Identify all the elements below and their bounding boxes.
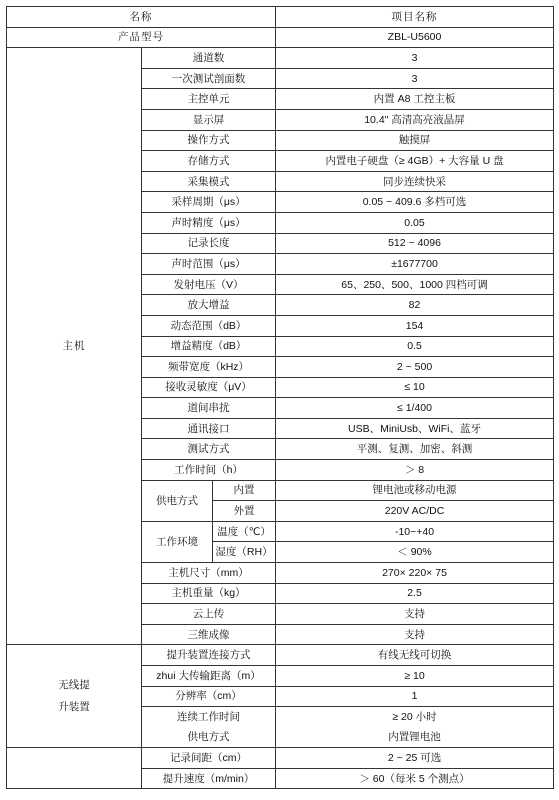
spec-table: [6, 6, 554, 789]
row-label: 采集模式: [142, 171, 276, 192]
row-value: 内置电子硬盘（≥ 4GB）+ 大容量 U 盘: [276, 151, 554, 172]
row-label: 存储方式: [142, 151, 276, 172]
row-value: 0.05 ~ 409.6 多档可选: [276, 192, 554, 213]
lift-group-label: [7, 645, 142, 748]
row-label: 接收灵敏度（μV）: [142, 377, 276, 398]
row-label: 显示屏: [142, 109, 276, 130]
row-label: 道间串扰: [142, 398, 276, 419]
row-value: 触摸屏: [276, 130, 554, 151]
row-value: 154: [276, 315, 554, 336]
header-row: [7, 7, 554, 28]
table-row: [7, 645, 554, 666]
env-humidity-value: ＜ 90%: [276, 542, 554, 563]
lift-power-label: 供电方式: [187, 731, 230, 744]
lift-group-label-line1: 无线提: [58, 679, 90, 692]
row-value: ±1677700: [276, 254, 554, 275]
row-value: 3: [276, 48, 554, 69]
table-row: [7, 748, 554, 769]
lift-blank-cell: [7, 748, 142, 789]
row-label: 声时精度（μs）: [142, 212, 276, 233]
power-external-label: 外置: [213, 501, 276, 522]
continuous-power-labels: [142, 707, 276, 748]
row-label: 放大增益: [142, 295, 276, 316]
row-value: 3: [276, 68, 554, 89]
continuous-label: 连续工作时间: [177, 711, 240, 724]
row-value: 1: [276, 686, 554, 707]
model-label: 产品型号: [7, 27, 276, 48]
row-value: 有线无线可切换: [276, 645, 554, 666]
env-label: 工作环境: [142, 521, 213, 562]
row-label: 通道数: [142, 48, 276, 69]
row-label: 三维成像: [142, 624, 276, 645]
row-value: 270× 220× 75: [276, 563, 554, 584]
row-label: 云上传: [142, 604, 276, 625]
lift-group-label-line2: 升装置: [58, 701, 90, 714]
row-label: 提升装置连接方式: [142, 645, 276, 666]
continuous-value: ≥ 20 小时: [392, 711, 437, 724]
row-value: ＞ 8: [276, 460, 554, 481]
power-internal-value: 锂电池或移动电源: [276, 480, 554, 501]
row-value: 512 ~ 4096: [276, 233, 554, 254]
row-label: 通讯接口: [142, 418, 276, 439]
row-value: 2.5: [276, 583, 554, 604]
header-item: 项目名称: [276, 7, 554, 28]
row-value: 2 ~ 25 可选: [276, 748, 554, 769]
power-label: 供电方式: [142, 480, 213, 521]
table-row: [7, 48, 554, 69]
row-value: 平测、复测、加密、斜测: [276, 439, 554, 460]
row-label: 一次测试剖面数: [142, 68, 276, 89]
row-label: 发射电压（V）: [142, 274, 276, 295]
continuous-power-values: [276, 707, 554, 748]
row-label: 动态范围（dB）: [142, 315, 276, 336]
row-label: 主控单元: [142, 89, 276, 110]
row-value: 0.05: [276, 212, 554, 233]
header-name: 名称: [7, 7, 276, 28]
row-value: 65、250、500、1000 四档可调: [276, 274, 554, 295]
row-value: 82: [276, 295, 554, 316]
env-temp-label: 温度（℃）: [213, 521, 276, 542]
row-value: ≤ 1/400: [276, 398, 554, 419]
row-label: 分辨率（cm）: [142, 686, 276, 707]
row-label: zhui 大传输距离（m）: [142, 666, 276, 687]
row-label: 主机重量（kg）: [142, 583, 276, 604]
row-label: 主机尺寸（mm）: [142, 563, 276, 584]
row-value: 支持: [276, 604, 554, 625]
row-value: 支持: [276, 624, 554, 645]
row-value: 2 ~ 500: [276, 357, 554, 378]
row-label: 记录间距（cm）: [142, 748, 276, 769]
row-label: 记录长度: [142, 233, 276, 254]
row-label: 操作方式: [142, 130, 276, 151]
row-value: 10.4" 高清高亮液晶屏: [276, 109, 554, 130]
row-value: ≥ 10: [276, 666, 554, 687]
row-value: 内置 A8 工控主板: [276, 89, 554, 110]
lift-power-value: 内置锂电池: [388, 731, 441, 744]
row-value: 0.5: [276, 336, 554, 357]
power-external-value: 220V AC/DC: [276, 501, 554, 522]
row-label: 测试方式: [142, 439, 276, 460]
row-value: 同步连续快采: [276, 171, 554, 192]
power-internal-label: 内置: [213, 480, 276, 501]
row-label: 工作时间（h）: [142, 460, 276, 481]
row-label: 增益精度（dB）: [142, 336, 276, 357]
model-row: [7, 27, 554, 48]
row-label: 频带宽度（kHz）: [142, 357, 276, 378]
row-label: 采样周期（μs）: [142, 192, 276, 213]
row-value: ＞ 60（每米 5 个测点）: [276, 768, 554, 789]
row-label: 声时范围（μs）: [142, 254, 276, 275]
row-value: USB、MiniUsb、WiFi、蓝牙: [276, 418, 554, 439]
env-temp-value: -10~+40: [276, 521, 554, 542]
host-group-label: 主机: [7, 48, 142, 645]
env-humidity-label: 湿度（RH）: [213, 542, 276, 563]
row-label: 提升速度（m/min）: [142, 768, 276, 789]
row-value: ≤ 10: [276, 377, 554, 398]
model-value: ZBL-U5600: [276, 27, 554, 48]
